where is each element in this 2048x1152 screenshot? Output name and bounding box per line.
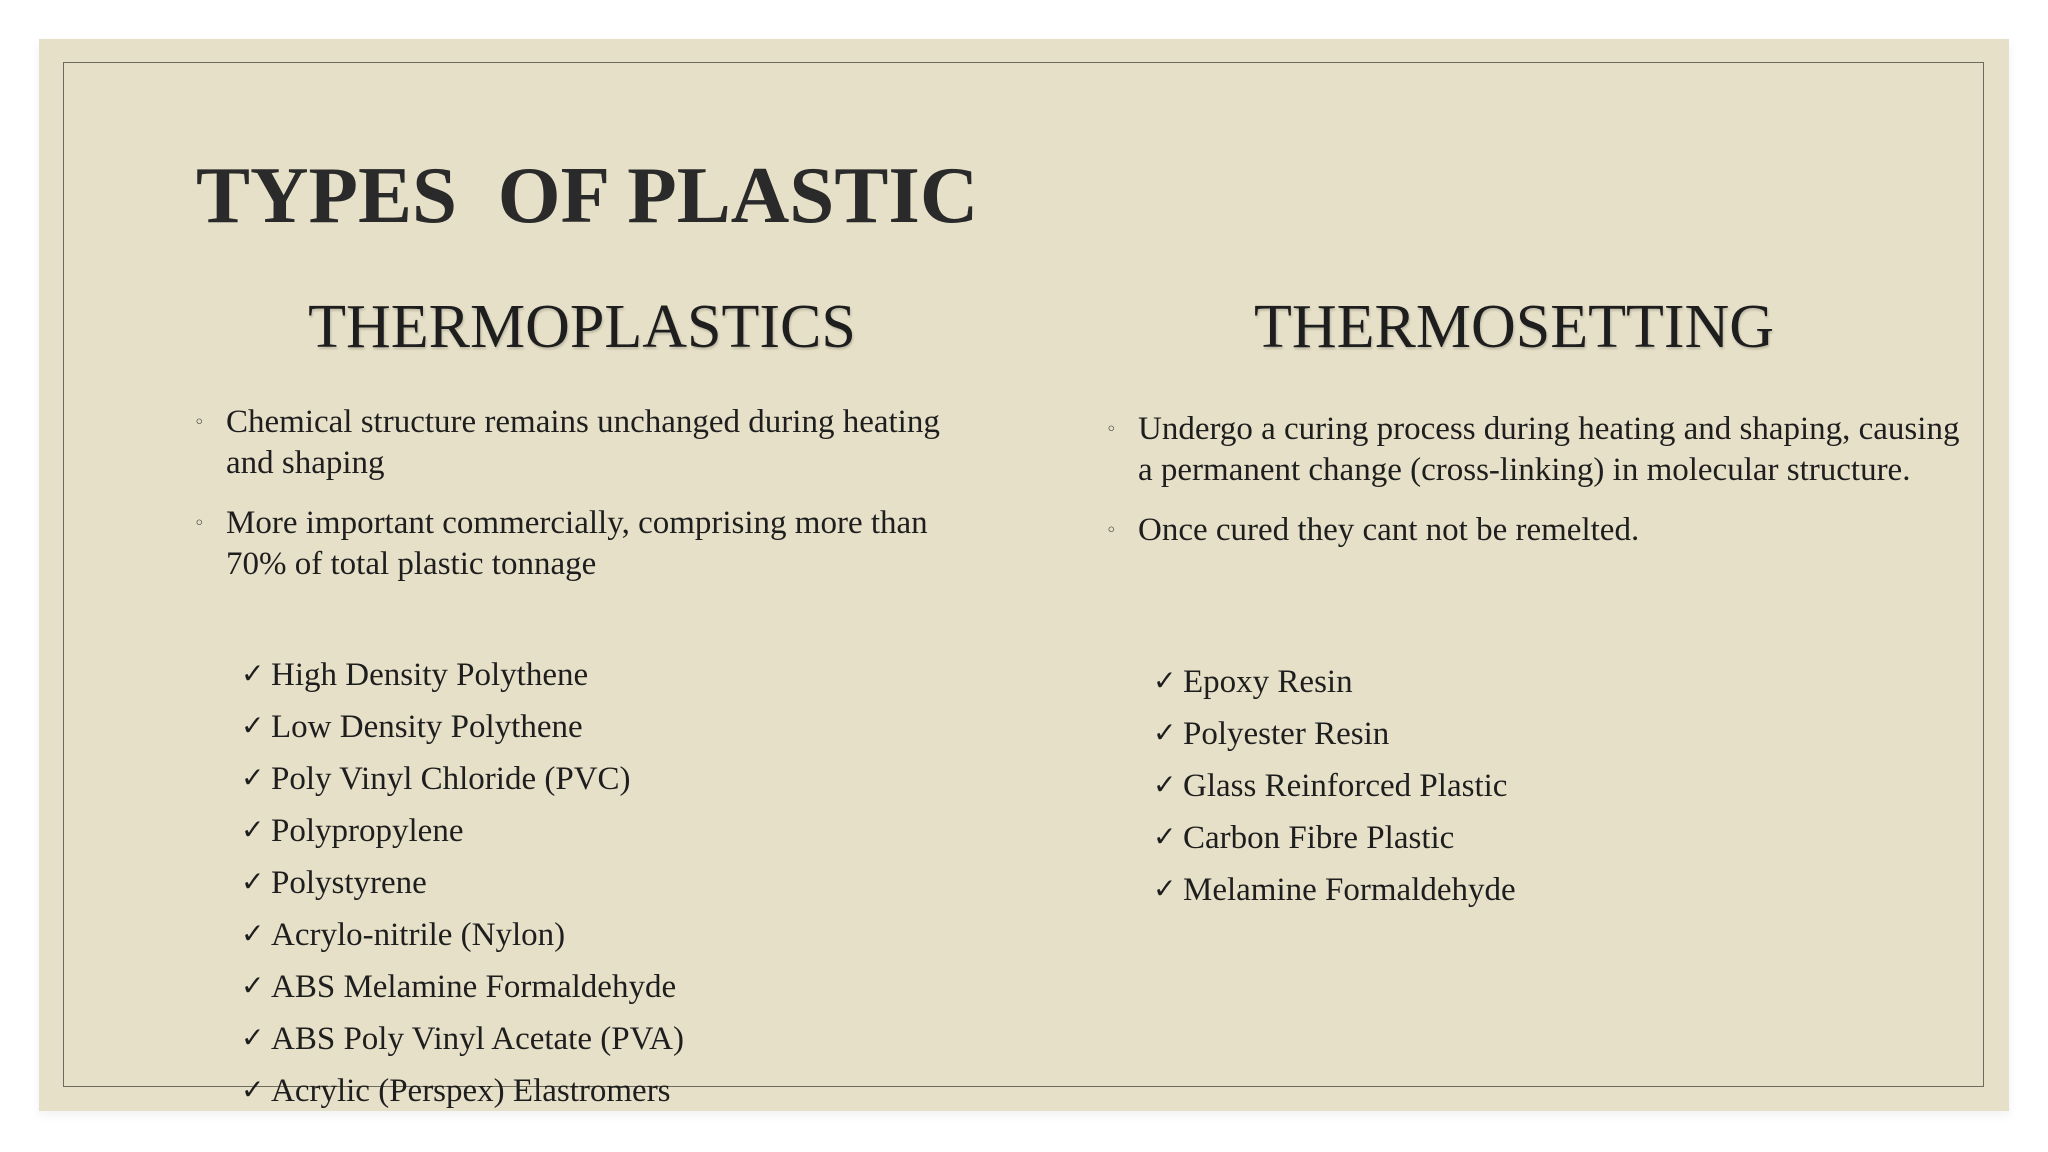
list-item-label: Low Density Polythene [271,709,583,745]
list-item-label: Epoxy Resin [1183,664,1353,700]
bullet-circle-icon: ◦ [194,412,205,433]
bullet-item [1101,510,1981,551]
bullet-item [189,402,989,484]
thermosetting-column [1101,293,1981,908]
list-item-label: Polypropylene [271,813,464,849]
thermoplastics-column [189,293,989,1109]
list-item [241,649,684,701]
list-item [241,701,684,753]
checkmark-icon: ✓ [241,657,265,690]
list-item-label: Carbon Fibre Plastic [1183,820,1455,856]
checkmark-icon: ✓ [241,709,265,742]
list-item [241,1013,684,1065]
list-item [241,1065,684,1117]
checkmark-icon: ✓ [1153,716,1177,749]
slide [39,39,2009,1111]
list-item [1153,812,1516,864]
checkmark-icon: ✓ [1153,872,1177,905]
checkmark-icon: ✓ [241,761,265,794]
bullet-circle-icon: ◦ [194,513,205,534]
list-item-label: Acrylic (Perspex) Elastromers [271,1073,671,1109]
list-item-label: Polystyrene [271,865,427,901]
list-item [1153,864,1516,916]
bullet-text: Once cured they cant not be remelted. [1138,512,1640,548]
list-item-label: ABS Poly Vinyl Acetate (PVA) [271,1021,684,1057]
bullet-item [1101,409,1981,491]
thermosetting-heading: THERMOSETTING [1253,293,1775,361]
list-item-label: Melamine Formaldehyde [1183,872,1516,908]
slide-title: TYPES OF PLASTIC [196,150,979,240]
bullet-text: Chemical structure remains unchanged during heating and shaping [226,404,940,481]
bullet-circle-icon: ◦ [1106,419,1117,440]
thermoplastics-bullet-list [189,402,989,604]
list-item [1153,656,1516,708]
checkmark-icon: ✓ [1153,664,1177,697]
list-item [241,805,684,857]
list-item-label: Polyester Resin [1183,716,1390,752]
thermosetting-examples-list [1153,656,1516,916]
list-item [241,857,684,909]
checkmark-icon: ✓ [241,1021,265,1054]
list-item [1153,708,1516,760]
list-item-label: High Density Polythene [271,657,589,693]
checkmark-icon: ✓ [241,1073,265,1106]
checkmark-icon: ✓ [241,813,265,846]
bullet-item [189,503,989,585]
list-item [1153,760,1516,812]
list-item-label: ABS Melamine Formaldehyde [271,969,677,1005]
checkmark-icon: ✓ [241,917,265,950]
list-item-label: Acrylo-nitrile (Nylon) [271,917,566,953]
thermoplastics-examples-list [241,649,684,1117]
checkmark-icon: ✓ [241,865,265,898]
thermoplastics-heading: THERMOPLASTICS [308,293,856,361]
list-item [241,961,684,1013]
bullet-circle-icon: ◦ [1106,520,1117,541]
thermosetting-bullet-list [1101,409,1981,570]
checkmark-icon: ✓ [241,969,265,1002]
checkmark-icon: ✓ [1153,768,1177,801]
list-item [241,909,684,961]
list-item-label: Poly Vinyl Chloride (PVC) [271,761,631,797]
bullet-text: More important commercially, comprising more than 70% of total plastic tonnage [226,505,928,582]
list-item [241,753,684,805]
list-item-label: Glass Reinforced Plastic [1183,768,1508,804]
bullet-text: Undergo a curing process during heating and shaping, causing a permanent change (cross-linking) in molecular structure. [1138,411,1960,488]
checkmark-icon: ✓ [1153,820,1177,853]
